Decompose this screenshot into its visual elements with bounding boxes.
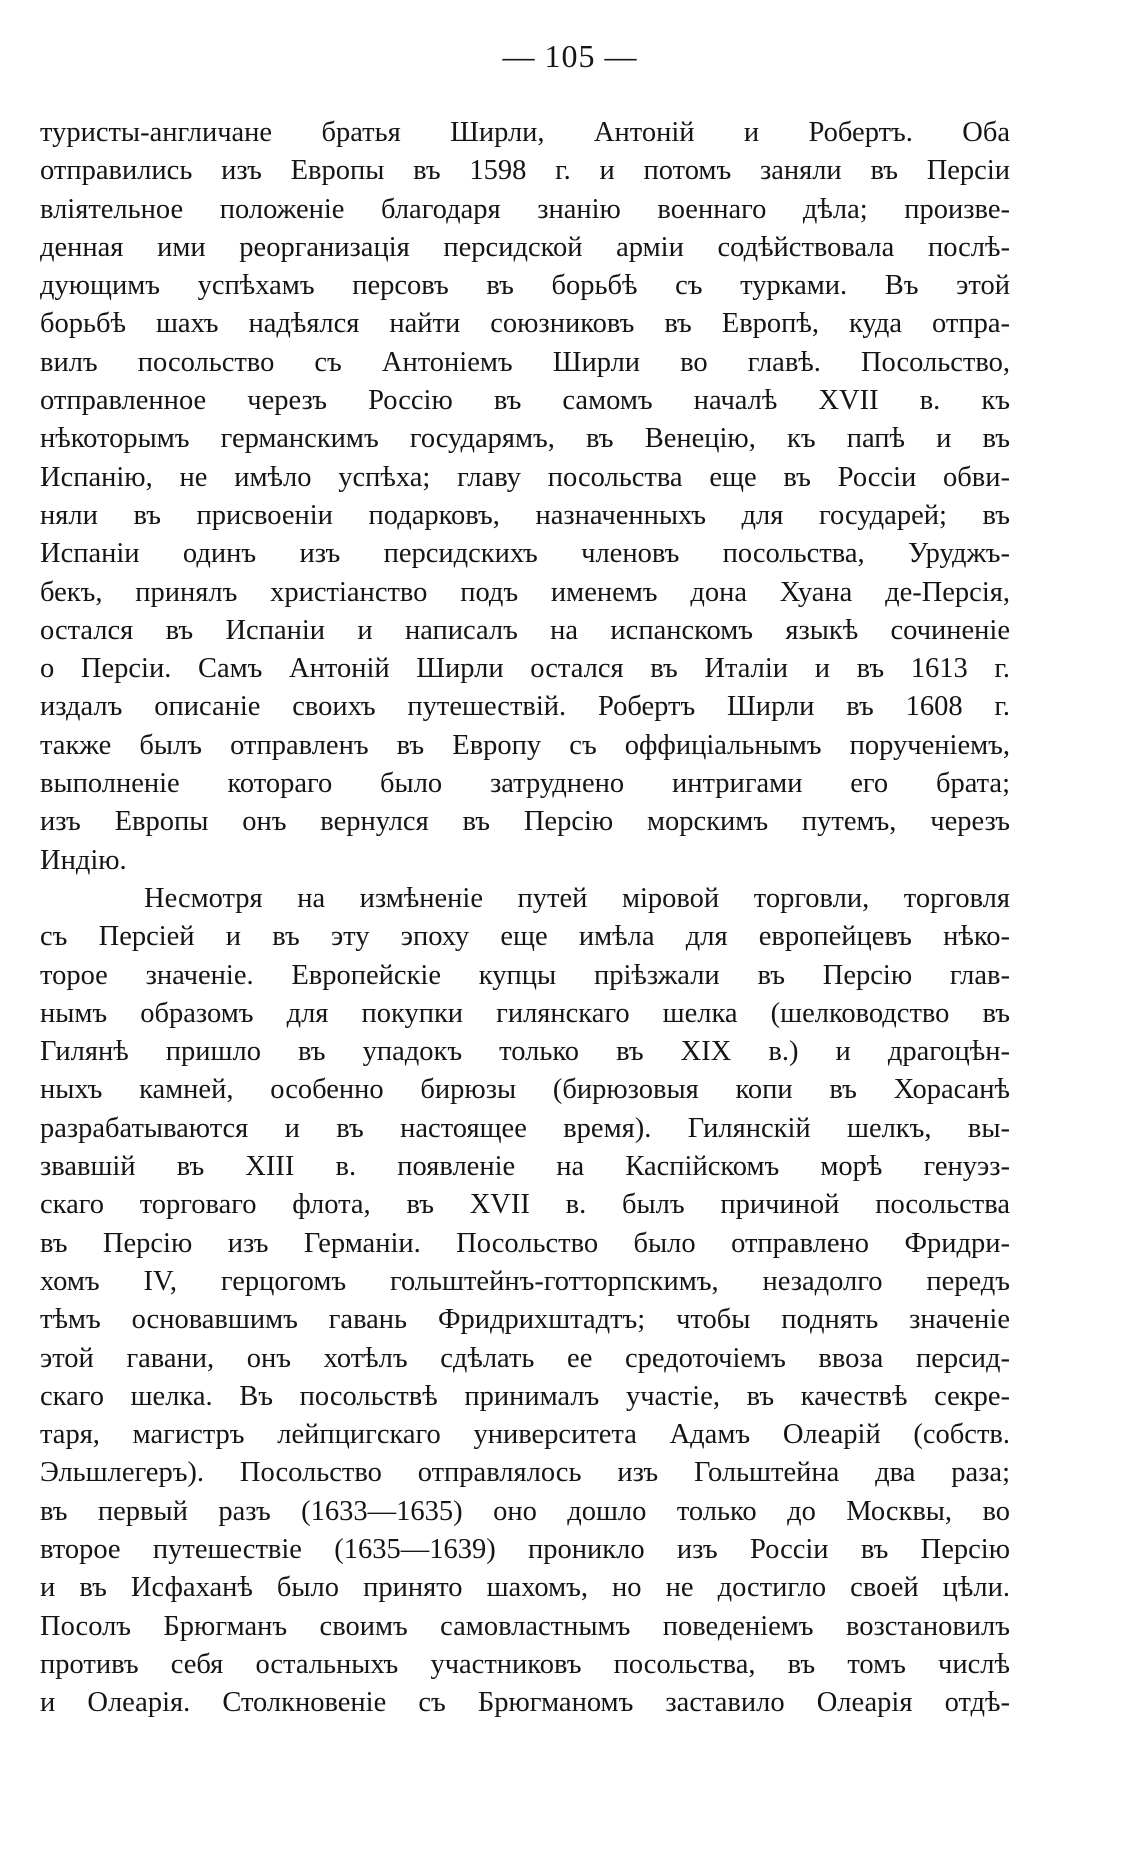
text-line: торое значеніе. Европейскіе купцы пріѣзжали въ Персію глав- — [40, 959, 1010, 991]
text-line: Посолъ Брюгманъ своимъ самовластнымъ поведеніемъ возстановилъ — [40, 1610, 1010, 1642]
text-line: денная ими реорганизація персидской арміи содѣйствовала послѣ- — [40, 231, 1010, 263]
text-line: Эльшлегеръ). Посольство отправлялось изъ Гольштейна два раза; — [40, 1457, 1010, 1489]
text-line: издалъ описаніе своихъ путешествій. Робертъ Ширли въ 1608 г. — [40, 691, 1010, 723]
text-line: и въ Исфаханѣ было принято шахомъ, но не достигло своей цѣли. — [40, 1572, 1010, 1604]
text-line: Испанію, не имѣло успѣха; главу посольства еще въ Россіи обви- — [40, 461, 1010, 493]
paragraph-1 — [40, 114, 1010, 880]
text-line: и Олеарія. Столкновеніе съ Брюгманомъ заставило Олеарія отдѣ- — [40, 1687, 1010, 1719]
text-line: въ первый разъ (1633—1635) оно дошло только до Москвы, во — [40, 1495, 1010, 1527]
text-line: остался въ Испаніи и написалъ на испанскомъ языкѣ сочиненіе — [40, 614, 1010, 646]
text-line: нѣкоторымъ германскимъ государямъ, въ Венецію, къ папѣ и въ — [40, 423, 1010, 455]
text-line: туристы-англичане братья Ширли, Антоній и Робертъ. Оба — [40, 117, 1010, 148]
text-line: Гилянѣ пришло въ упадокъ только въ XIX в.) и драгоцѣн- — [40, 1036, 1010, 1068]
text-line: этой гавани, онъ хотѣлъ сдѣлать ее средоточіемъ ввоза персид- — [40, 1342, 1010, 1374]
page-number: — 105 — — [502, 38, 638, 74]
text-line: второе путешествіе (1635—1639) проникло изъ Россіи въ Персію — [40, 1533, 1010, 1565]
text-line: изъ Европы онъ вернулся въ Персію морскимъ путемъ, черезъ — [40, 806, 1010, 838]
text-line: дующимъ успѣхамъ персовъ въ борьбѣ съ турками. Въ этой — [40, 270, 1010, 302]
text-line: Несмотря на измѣненіе путей міровой торговли, торговля — [144, 882, 1010, 914]
text-line: о Персіи. Самъ Антоній Ширли остался въ Италіи и въ 1613 г. — [40, 653, 1010, 685]
text-line: тѣмъ основавшимъ гавань Фридрихштадтъ; чтобы поднять значеніе — [40, 1304, 1010, 1336]
text-line: нымъ образомъ для покупки гилянскаго шелка (шелководство въ — [40, 997, 1010, 1029]
text-line: въ Персію изъ Германіи. Посольство было отправлено Фридри- — [40, 1227, 1010, 1259]
text-line: звавшій въ XIII в. появленіе на Каспійскомъ морѣ генуэз- — [40, 1151, 1010, 1183]
text-line: противъ себя остальныхъ участниковъ посольства, въ томъ числѣ — [40, 1648, 1010, 1680]
text-line: Испаніи одинъ изъ персидскихъ членовъ посольства, Уруджъ- — [40, 538, 1010, 570]
text-line: хомъ IV, герцогомъ гольштейнъ-готторпскимъ, незадолго передъ — [40, 1265, 1010, 1297]
text-line: Индію. — [40, 844, 127, 876]
text-line: скаго шелка. Въ посольствѣ принималъ участіе, въ качествѣ секре- — [40, 1380, 1010, 1412]
text-line: выполненіе котораго было затруднено интригами его брата; — [40, 768, 1010, 800]
text-line: отправленное черезъ Россію въ самомъ началѣ XVII в. къ — [40, 385, 1010, 417]
text-line: таря, магистръ лейпцигскаго университета Адамъ Олеарій (собств. — [40, 1419, 1010, 1451]
text-line: также былъ отправленъ въ Европу съ оффиціальнымъ порученіемъ, — [40, 729, 1010, 761]
paragraph-2 — [40, 880, 1010, 1723]
body-text — [40, 114, 1010, 1722]
text-line: вліятельное положеніе благодаря знанію военнаго дѣла; произве- — [40, 193, 1010, 225]
text-line: борьбѣ шахъ надѣялся найти союзниковъ въ Европѣ, куда отпра- — [40, 308, 1010, 340]
text-line: отправились изъ Европы въ 1598 г. и потомъ заняли въ Персіи — [40, 155, 1010, 187]
text-line: вилъ посольство съ Антоніемъ Ширли во главѣ. Посольство, — [40, 346, 1010, 378]
text-line: бекъ, принялъ христіанство подъ именемъ дона Хуана де-Персія, — [40, 576, 1010, 608]
text-line: скаго торговаго флота, въ XVII в. былъ причиной посольства — [40, 1189, 1010, 1221]
text-line: ныхъ камней, особенно бирюзы (бирюзовыя копи въ Хорасанѣ — [40, 1074, 1010, 1106]
text-line: няли въ присвоеніи подарковъ, назначенныхъ для государей; въ — [40, 499, 1010, 531]
text-line: разрабатываются и въ настоящее время). Гилянскій шелкъ, вы- — [40, 1112, 1010, 1144]
text-line: съ Персіей и въ эту эпоху еще имѣла для европейцевъ нѣко- — [40, 921, 1010, 953]
